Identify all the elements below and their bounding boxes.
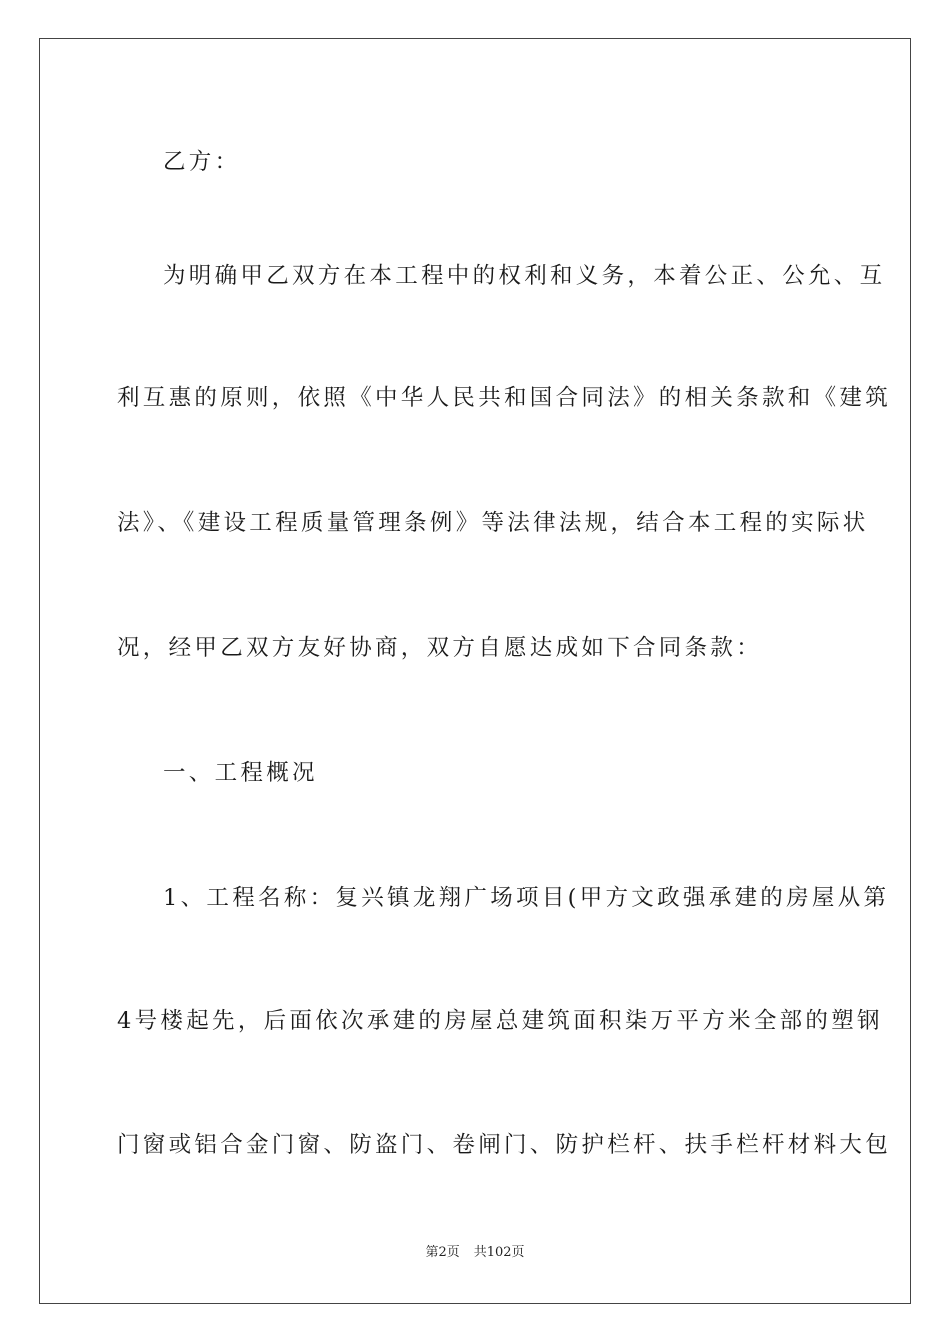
paragraph-line: 门窗或铝合金门窗、防盗门、卷闸门、防护栏杆、扶手栏杆材料大包 xyxy=(117,1132,892,1158)
page-border xyxy=(39,38,911,1304)
paragraph-line: 1、工程名称：复兴镇龙翔广场项目(甲方文政强承建的房屋从第 xyxy=(163,885,890,911)
paragraph-line: 法》、《建设工程质量管理条例》等法律法规，结合本工程的实际状 xyxy=(117,510,869,536)
paragraph-line: 利互惠的原则，依照《中华人民共和国合同法》的相关条款和《建筑 xyxy=(117,385,892,411)
paragraph-line: 况，经甲乙双方友好协商，双方自愿达成如下合同条款： xyxy=(117,635,763,661)
page-footer xyxy=(0,1244,950,1262)
section-heading: 一、工程概况 xyxy=(163,760,318,786)
page-number: 第2页 xyxy=(425,1245,460,1260)
paragraph-line: 为明确甲乙双方在本工程中的权利和义务，本着公正、公允、互 xyxy=(163,263,886,289)
paragraph-line: 4号楼起先，后面依次承建的房屋总建筑面积柒万平方米全部的塑钢 xyxy=(117,1008,883,1034)
page-total: 共102页 xyxy=(473,1245,525,1260)
party-b-label: 乙方： xyxy=(163,149,241,175)
